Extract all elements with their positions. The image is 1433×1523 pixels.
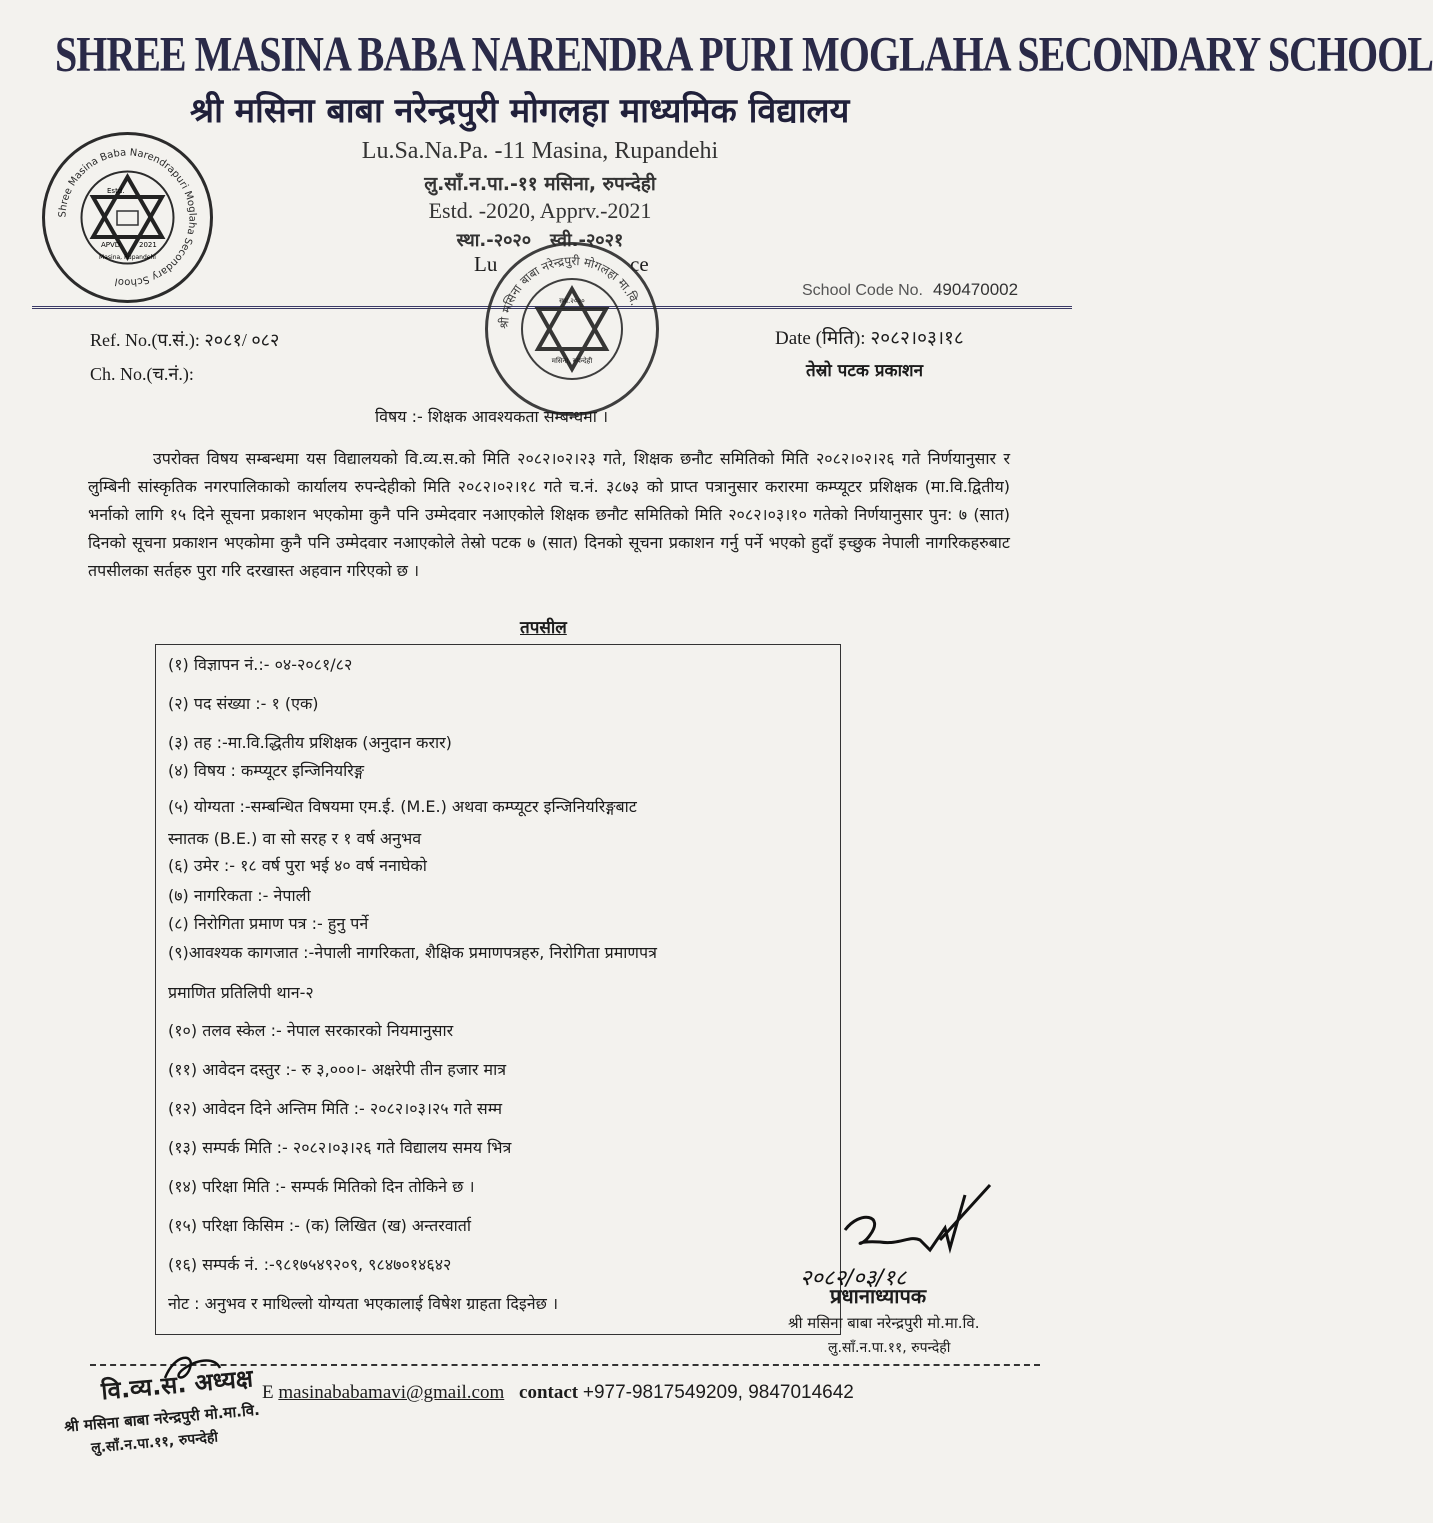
school-name-english: SHREE MASINA BABA NARENDRA PURI MOGLAHA SECONDARY SCHOOL	[55, 25, 1433, 82]
chair-stamp: वि.व्य.स. अध्यक्ष श्री मसिना बाबा नरेन्द्रपुरी मो.मा.वि. लु.साँ.न.पा.११, रुपन्देही	[63, 1364, 261, 1457]
detail-exam-type: (१५) परिक्षा किसिम :- (क) लिखित (ख) अन्तरवार्ता	[168, 1216, 472, 1235]
svg-text:Masina, Rupandehi: Masina, Rupandehi	[99, 254, 156, 261]
established-english: Estd. -2020, Apprv.-2021	[428, 198, 652, 223]
school-code: School Code No. 490470002	[802, 280, 1019, 299]
svg-text:2021: 2021	[139, 241, 157, 249]
details-box	[155, 644, 841, 1335]
svg-text:APVD: APVD	[101, 241, 121, 249]
detail-salary: (१०) तलव स्केल :- नेपाल सरकारको नियमानुसार	[168, 1021, 454, 1040]
svg-text:श्री मसिना बाबा नरेन्द्रपुरी म: श्री मसिना बाबा नरेन्द्रपुरी मोगलहा मा.वि.	[496, 253, 643, 330]
detail-level: (३) तह :-मा.वि.द्धितीय प्रशिक्षक (अनुदान करार)	[168, 733, 452, 752]
body-paragraph: उपरोक्त विषय सम्बन्धमा यस विद्यालयको वि.व्य.स.को मिति २०८२।०२।२३ गते, शिक्षक छनौट समितिको मिति २०८२।०२।२६ गते निर्णयानुसार र लुम्बिनी सांस्कृतिक नगरपालिकाको कार्यालय रुपन्देहीको मिति २०८२।०२।१८ गते च.नं. ३८७३ को प्राप्त पत्रानुसार करारमा कम्प्यूटर प्रशिक्षक (मा.वि.द्वितीय) भर्नाको लागि १५ दिने सूचना प्रकाशन भएकोमा कुनै पनि उम्मेदवार नआएकोले शिक्षक छनौट समितिको मिति २०८२।०३।१० गतेको निर्णयानुसार पुन: ७ (सात) दिनको सूचना प्रकाशन भएकोमा कुनै पनि उम्मेदवार नआएकोले तेस्रो पटक ७ (सात) दिनको सूचना प्रकाशन गर्नु पर्ने भएको हुदाँ इच्छुक नेपाली नागरिकहरुबाट तपसीलका सर्तहरु पुरा गरि दरखास्त अहवान गरिएको छ ।	[88, 449, 1010, 580]
detail-advertisement-number: (१) विज्ञापन नं.:- ०४-२०८१/८२	[168, 655, 353, 674]
svg-text:मसिना, रुपन्देही: मसिना, रुपन्देही	[551, 357, 593, 365]
detail-citizenship: (७) नागरिकता :- नेपाली	[168, 886, 311, 905]
principal-signature	[790, 1180, 1060, 1360]
school-name-nepali: श्री मसिना बाबा नरेन्द्रपुरी मोगलहा माध्यमिक विद्यालय	[190, 91, 850, 131]
publication-notice: तेस्रो पटक प्रकाशन	[806, 361, 923, 381]
svg-text:Shree Masina Baba Narendrapuri: Shree Masina Baba Narendrapuri Moglaha Secondary School	[57, 147, 198, 288]
detail-subject: (४) विषय : कम्प्यूटर इन्जिनियरिङ्ग	[168, 761, 364, 780]
footer-contact: E masinababamavi@gmail.com contact +977-9817549209, 9847014642	[262, 1382, 854, 1403]
principal-place: लु.साँ.न.पा.११, रुपन्देही	[828, 1340, 951, 1356]
principal-school: श्री मसिना बाबा नरेन्द्रपुरी मो.मा.वि.	[788, 1314, 980, 1332]
details-heading: तपसील	[520, 618, 567, 638]
notice-body	[88, 445, 1010, 585]
svg-text:२०८२/०३/१८: २०८२/०३/१८	[800, 1266, 907, 1291]
email-link[interactable]: masinababamavi@gmail.com	[278, 1382, 505, 1403]
address-nepali: लु.साँ.न.पा.-११ मसिना, रुपन्देही	[424, 173, 656, 195]
svg-text:स्था.२०२०: स्था.२०२०	[559, 297, 585, 305]
detail-documents: (९)आवश्यक कागजात :-नेपाली नागरिकता, शैक्षिक प्रमाणपत्रहरु, निरोगिता प्रमाणपत्र	[168, 943, 657, 962]
reference-number: Ref. No.(प.सं.): २०८१/ ०८२	[90, 330, 280, 350]
phone-numbers: +977-9817549209, 9847014642	[582, 1382, 854, 1403]
principal-title: प्रधानाध्यापक	[830, 1284, 927, 1308]
detail-age: (६) उमेर :- १८ वर्ष पुरा भई ४० वर्ष ननाघेको	[168, 856, 427, 875]
detail-qualification: (५) योग्यता :-सम्बन्धित विषयमा एम.ई. (M.E.) अथवा कम्प्यूटर इन्जिनियरिङ्गबाट	[168, 797, 637, 816]
detail-contact-number: (१६) सम्पर्क नं. :-९८१७५४९२०९, ९८४७०१४६४२	[168, 1255, 452, 1274]
partial-line-left: Lu	[474, 252, 498, 276]
partial-line-right: ce	[630, 252, 649, 276]
detail-fee: (११) आवेदन दस्तुर :- रु ३,०००।- अक्षरेपी तीन हजार मात्र	[168, 1060, 507, 1079]
school-seal-left	[42, 132, 213, 303]
address-english: Lu.Sa.Na.Pa. -11 Masina, Rupandehi	[361, 138, 719, 164]
chalani-number: Ch. No.(च.नं.):	[90, 364, 194, 384]
subject-line: विषय :- शिक्षक आवश्यकता सम्बन्धमा ।	[375, 407, 609, 426]
detail-documents-cont: प्रमाणित प्रतिलिपी थान-२	[168, 983, 314, 1002]
detail-post-count: (२) पद संख्या :- १ (एक)	[168, 694, 319, 713]
document-date: Date (मिति): २०८२।०३।१८	[775, 328, 964, 349]
school-seal-center	[485, 242, 659, 416]
detail-note: नोट : अनुभव र माथिल्लो योग्यता भएकालाई विषेश ग्राहता दिइनेछ ।	[168, 1294, 559, 1313]
svg-text:Estd.: Estd.	[107, 187, 125, 195]
detail-contact-date: (१३) सम्पर्क मिति :- २०८२।०३।२६ गते विद्यालय समय भित्र	[168, 1138, 512, 1157]
detail-deadline: (१२) आवेदन दिने अन्तिम मिति :- २०८२।०३।२५ गते सम्म	[168, 1099, 503, 1118]
detail-health-certificate: (८) निरोगिता प्रमाण पत्र :- हुनु पर्ने	[168, 914, 369, 933]
established-nepali: स्था.-२०२० स्वी.-२०२१	[456, 230, 624, 251]
detail-qualification-cont: स्नातक (B.E.) वा सो सरह र १ वर्ष अनुभव	[168, 829, 422, 848]
detail-exam-date: (१४) परिक्षा मिति :- सम्पर्क मितिको दिन तोकिने छ ।	[168, 1177, 475, 1196]
